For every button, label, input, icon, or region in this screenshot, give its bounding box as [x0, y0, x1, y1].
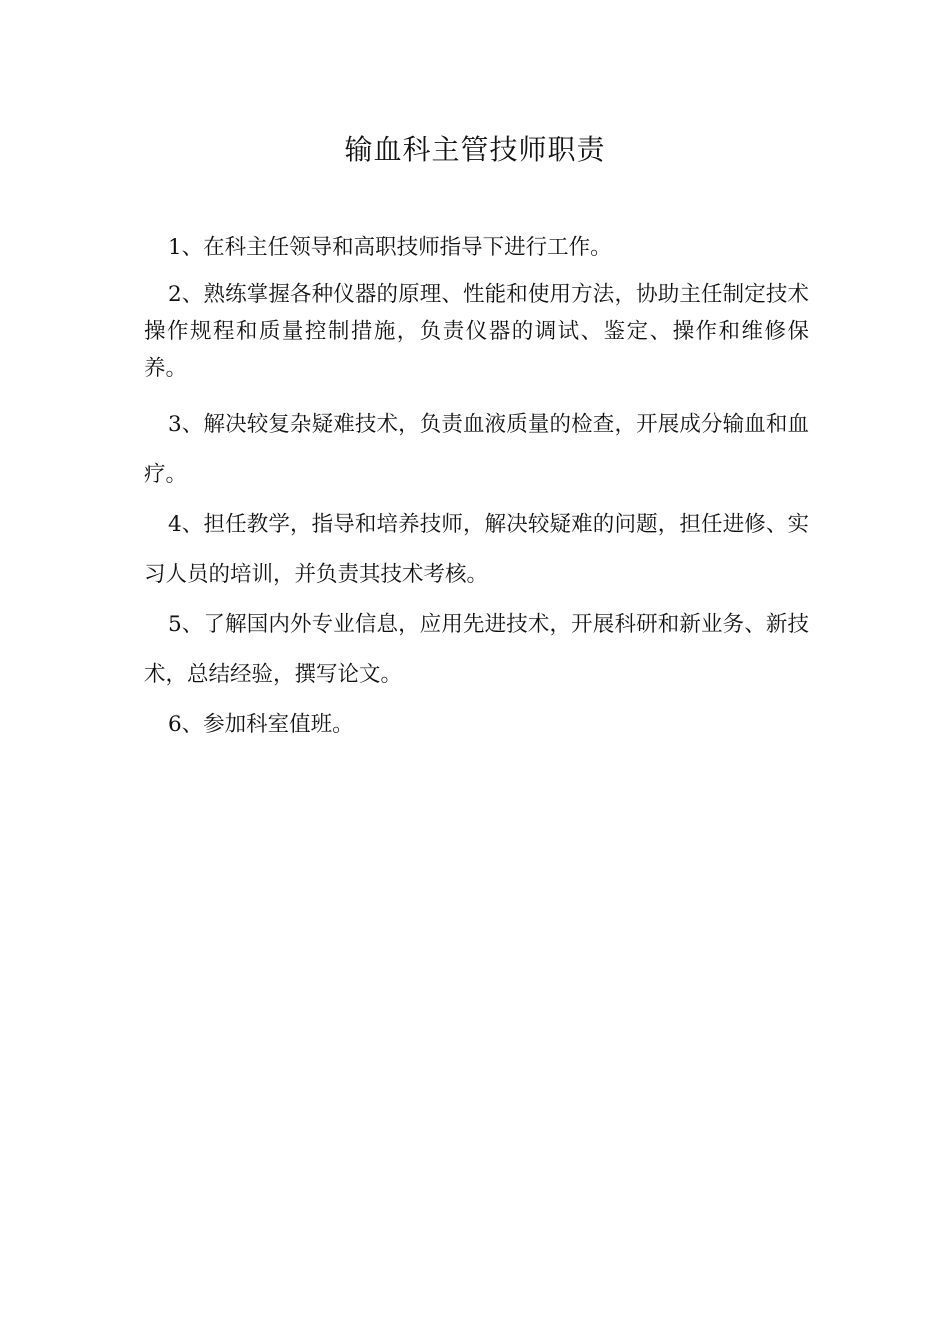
- document-title: 输血科主管技师职责: [344, 133, 606, 166]
- duty-item-5: 5、了解国内外专业信息，应用先进技术，开展科研和新业务、新技术，总结经验，撰写论文。: [144, 612, 809, 687]
- duty-item-2: 2、熟练掌握各种仪器的原理、性能和使用方法，协助主任制定技术操作规程和质量控制措施，负责仪器的调试、鉴定、操作和维修保养。: [144, 282, 809, 381]
- duty-item-3: 3、解决较复杂疑难技术，负责血液质量的检查，开展成分输血和血疗。: [144, 412, 809, 487]
- duty-list: [144, 226, 809, 750]
- duty-item-6: 6、参加科室值班。: [168, 712, 354, 737]
- duty-item-4: 4、担任教学，指导和培养技师，解决较疑难的问题，担任进修、实习人员的培训，并负责其技术考核。: [144, 512, 809, 587]
- duty-item-1: 1、在科主任领导和高职技师指导下进行工作。: [168, 235, 612, 260]
